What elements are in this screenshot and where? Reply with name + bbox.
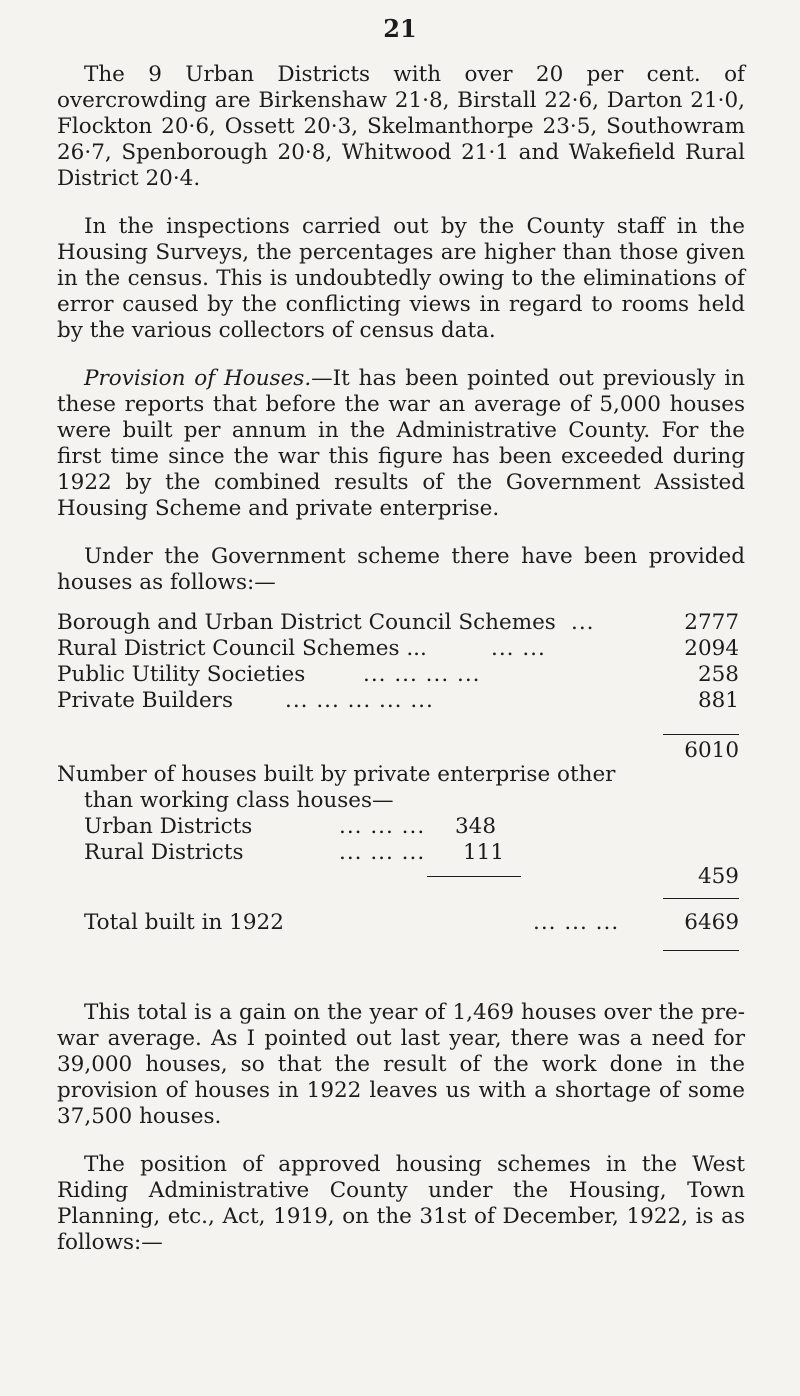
row-value: 2094 bbox=[684, 636, 739, 661]
paragraph-approved-schemes: The position of approved housing schemes in the West Riding Administrative County under the Housing, Town Planning, etc., Act, 1919, on the 31st of December, 1922, is as follows:— bbox=[57, 1152, 745, 1255]
paragraph-provision-body: —It has been pointed out previously in these reports that before the war an average of 5,000 houses were built per annum in the Administrative County. For the first time since the war this figure has been exceeded during 1922 by the combined results of the Government Assisted Housing Scheme and private enterprise. bbox=[57, 366, 745, 521]
table-row-grand-total bbox=[57, 910, 745, 936]
section-heading: Provision of Houses. bbox=[84, 366, 312, 391]
table-row bbox=[57, 814, 745, 840]
row-leader: ... ... ... ... ... bbox=[285, 688, 434, 713]
table-row bbox=[57, 688, 745, 714]
paragraph-total-gain: This total is a gain on the year of 1,469 houses over the pre-war average. As I pointed out last year, there was a need for 39,000 houses, so that the result of the work done in the provision of houses in 1922 leaves us with a shortage of some 37,500 houses. bbox=[57, 1000, 745, 1129]
row-leader: ... ... ... ... bbox=[363, 662, 481, 687]
row-leader: ... ... ... bbox=[339, 840, 426, 865]
table-row bbox=[57, 636, 745, 662]
table-row bbox=[57, 610, 745, 636]
private-total: 459 bbox=[697, 864, 739, 889]
row-value: 348 bbox=[455, 814, 497, 839]
row-label: Urban Districts bbox=[84, 814, 253, 839]
row-leader: ... ... ... bbox=[339, 814, 426, 839]
grand-total-rule-bottom bbox=[663, 950, 739, 951]
schemes-total: 6010 bbox=[684, 738, 739, 763]
row-label: Rural Districts bbox=[84, 840, 244, 865]
table-row bbox=[57, 662, 745, 688]
paragraph-inspections: In the inspections carried out by the County staff in the Housing Surveys, the percentages are higher than those given in the census. This is undoubtedly owing to the eliminations of error caused by the conflicting views in regard to rooms held by the various collectors of census data. bbox=[57, 214, 745, 343]
row-label: Private Builders bbox=[57, 688, 233, 713]
row-label: Public Utility Societies bbox=[57, 662, 306, 687]
row-label: Rural District Council Schemes ... bbox=[57, 636, 427, 661]
row-value: 881 bbox=[697, 688, 739, 713]
private-heading-line2: than working class houses— bbox=[84, 788, 394, 813]
row-value: 2777 bbox=[684, 610, 739, 635]
table-row-subtotal bbox=[57, 864, 745, 890]
private-heading-cont bbox=[57, 788, 745, 814]
paragraph-provision bbox=[57, 366, 745, 522]
paragraph-overcrowding: The 9 Urban Districts with over 20 per cent. of overcrowding are Birkenshaw 21·8, Birstall 22·6, Darton 21·0, Flockton 20·6, Ossett 20·3, Skelmanthorpe 23·5, Southowram 26·7, Spenborough 20·8, Whitwood 21·1 and Wakefield Rural District 20·4. bbox=[57, 62, 745, 191]
row-value: 258 bbox=[697, 662, 739, 687]
housing-table bbox=[57, 610, 745, 1000]
row-leader: ... ... ... bbox=[533, 910, 620, 935]
private-heading bbox=[57, 762, 745, 788]
grand-total-label: Total built in 1922 bbox=[84, 910, 284, 935]
row-leader: ... ... bbox=[491, 636, 546, 661]
grand-total-value: 6469 bbox=[684, 910, 739, 935]
private-heading-line1: Number of houses built by private enterprise other bbox=[57, 762, 616, 787]
subtotal-rule bbox=[663, 734, 739, 735]
page-body bbox=[57, 62, 745, 1256]
table-row bbox=[57, 840, 745, 866]
row-leader: ... bbox=[571, 610, 595, 635]
paragraph-scheme-intro: Under the Government scheme there have been provided houses as follows:— bbox=[57, 544, 745, 595]
page-number: 21 bbox=[383, 14, 417, 43]
grand-total-rule-top bbox=[663, 898, 739, 899]
table-row-subtotal bbox=[57, 738, 745, 764]
row-label: Borough and Urban District Council Schemes bbox=[57, 610, 556, 635]
row-value: 111 bbox=[463, 840, 505, 865]
